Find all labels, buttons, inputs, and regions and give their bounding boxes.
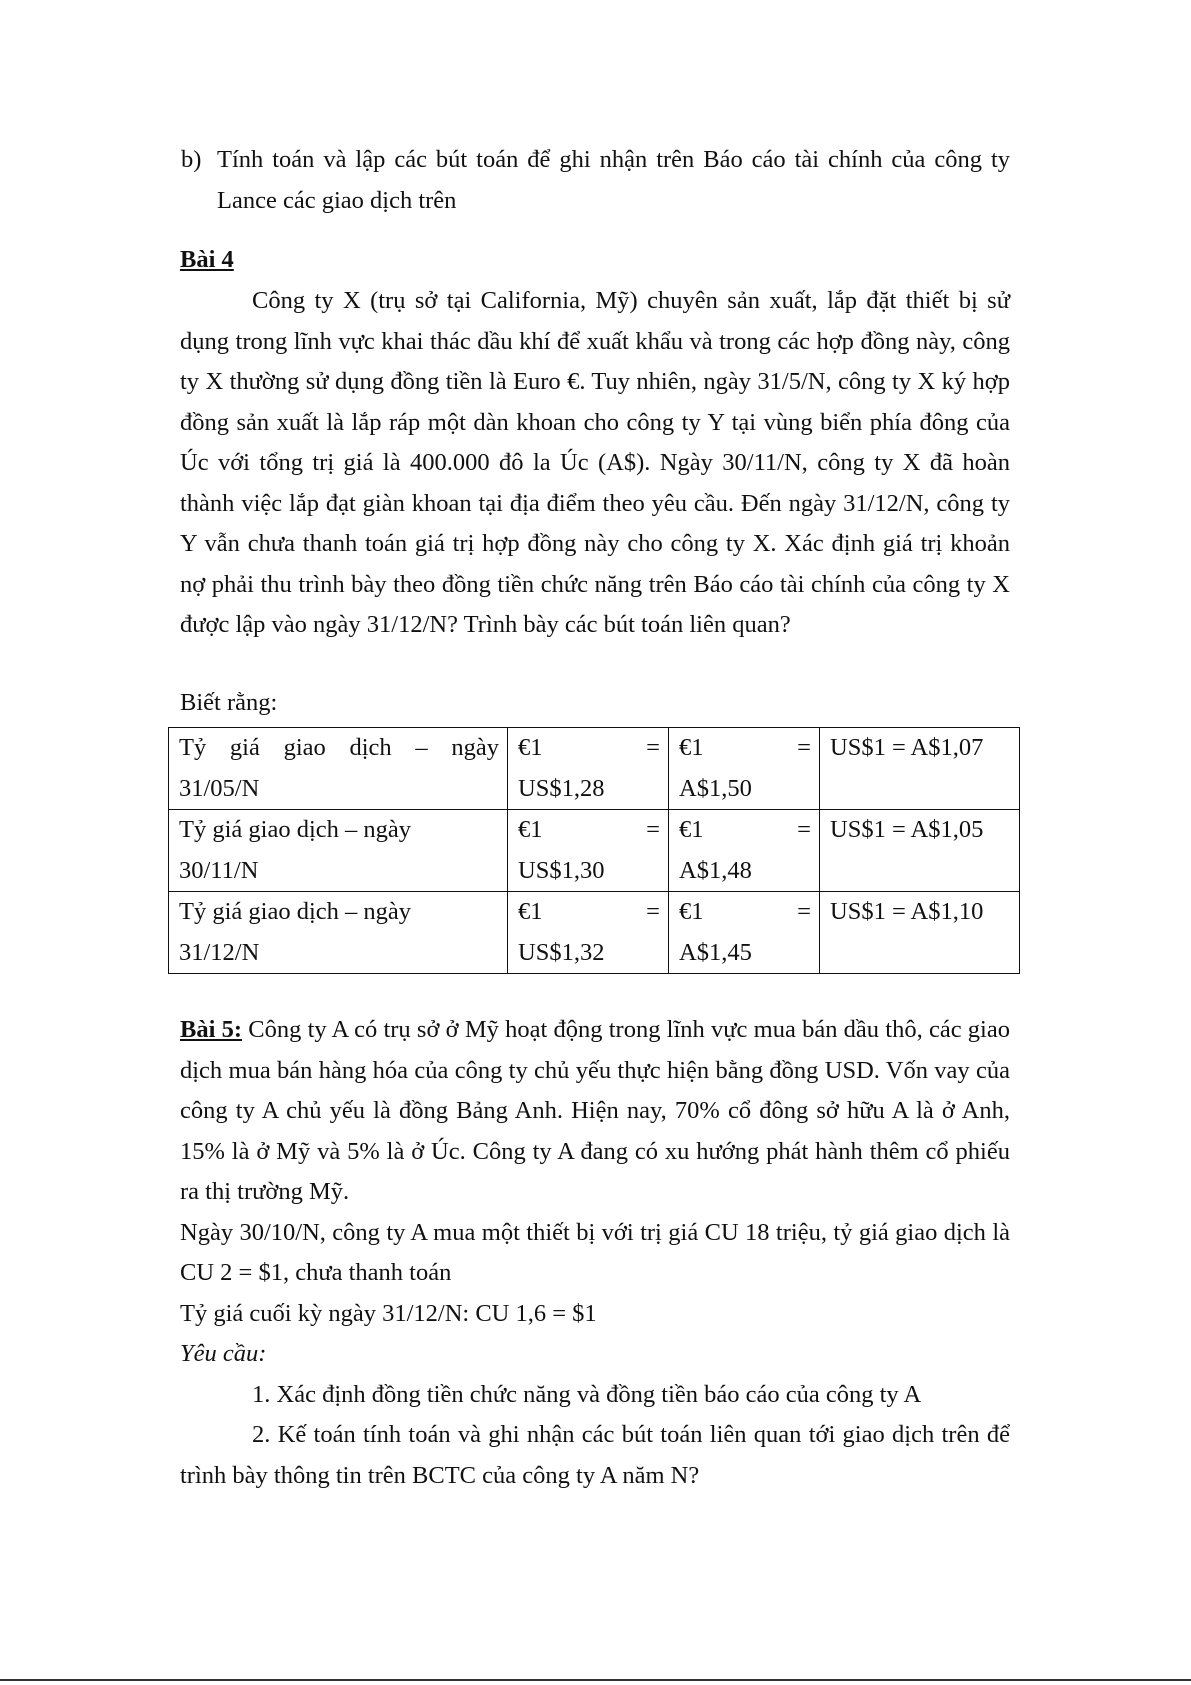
eur-aud-cell: €1 = A$1,50: [669, 728, 820, 810]
requirement-2: 2. Kế toán tính toán và ghi nhận các bút toán liên quan tới giao dịch trên để trình bày thông tin trên BCTC của công ty A năm N?: [180, 1421, 1010, 1489]
bottom-rule: [0, 1679, 1191, 1681]
table-row: [169, 810, 1020, 892]
eur-aud-cell: €1 = A$1,45: [669, 892, 820, 974]
eur-aud-cell: €1 = A$1,48: [669, 810, 820, 892]
rate-date-cell: Tỷ giá giao dịch – ngày 30/11/N: [169, 810, 508, 892]
table-row: [169, 892, 1020, 974]
bai4-heading: Bài 4: [180, 246, 234, 273]
bai5-closing-rate: Tỷ giá cuối kỳ ngày 31/12/N: CU 1,6 = $1: [180, 1299, 597, 1327]
item-b: [181, 140, 1010, 221]
bai5-intro: [180, 1010, 1010, 1213]
requirements-label: Yêu cầu:: [180, 1340, 267, 1367]
bai4-paragraph: Công ty X (trụ sở tại California, Mỹ) chuyên sản xuất, lắp đặt thiết bị sử dụng trong lĩnh vực khai thác dầu khí để xuất khẩu và trong các hợp đồng này, công ty X thường sử dụng đồng tiền là Euro €. Tuy nhiên, ngày 31/5/N, công ty X ký hợp đồng sản xuất là lắp ráp một dàn khoan cho công ty Y tại vùng biển phía đông của Úc với tổng trị giá là 400.000 đô la Úc (A$). Ngày 30/11/N, công ty X đã hoàn thành việc lắp đạt giàn khoan tại địa điểm theo yêu cầu. Đến ngày 31/12/N, công ty Y vẫn chưa thanh toán giá trị hợp đồng này cho công ty X. Xác định giá trị khoản nợ phải thu trình bày theo đồng tiền chức năng trên Báo cáo tài chính của công ty X được lập vào ngày 31/12/N? Trình bày các bút toán liên quan?: [180, 287, 1010, 638]
known-label: Biết rằng:: [180, 689, 278, 716]
bai5-intro-text: Công ty A có trụ sở ở Mỹ hoạt động trong lĩnh vực mua bán dầu thô, các giao dịch mua bán hàng hóa của công ty chủ yếu thực hiện bằng đồng USD. Vốn vay của công ty A chủ yếu là đồng Bảng Anh. Hiện nay, 70% cổ đông sở hữu A là ở Anh, 15% là ở Mỹ và 5% là ở Úc. Công ty A đang có xu hướng phát hành thêm cổ phiếu ra thị trường Mỹ.: [180, 1016, 1010, 1205]
rate-date-cell: Tỷ giá giao dịch – ngày 31/12/N: [169, 892, 508, 974]
item-b-label: b): [181, 146, 202, 173]
eur-usd-cell: €1 = US$1,30: [508, 810, 669, 892]
rate-date-cell: Tỷ giá giao dịch – ngày 31/05/N: [169, 728, 508, 810]
usd-aud-cell: US$1 = A$1,07: [820, 728, 1020, 810]
usd-aud-cell: US$1 = A$1,10: [820, 892, 1020, 974]
usd-aud-cell: US$1 = A$1,05: [820, 810, 1020, 892]
bai5-purchase: Ngày 30/10/N, công ty A mua một thiết bị với trị giá CU 18 triệu, tỷ giá giao dịch là CU 2 = $1, chưa thanh toán: [180, 1218, 1010, 1286]
eur-usd-cell: €1 = US$1,32: [508, 892, 669, 974]
bai5-heading: Bài 5:: [180, 1016, 243, 1043]
eur-usd-cell: €1 = US$1,28: [508, 728, 669, 810]
exchange-rate-table: [168, 727, 1020, 974]
requirement-1: 1. Xác định đồng tiền chức năng và đồng tiền báo cáo của công ty A: [252, 1380, 922, 1408]
bai5-section: [180, 1010, 1010, 1496]
item-b-text: Tính toán và lập các bút toán để ghi nhận trên Báo cáo tài chính của công ty Lance các giao dịch trên: [217, 146, 1010, 214]
table-row: [169, 728, 1020, 810]
